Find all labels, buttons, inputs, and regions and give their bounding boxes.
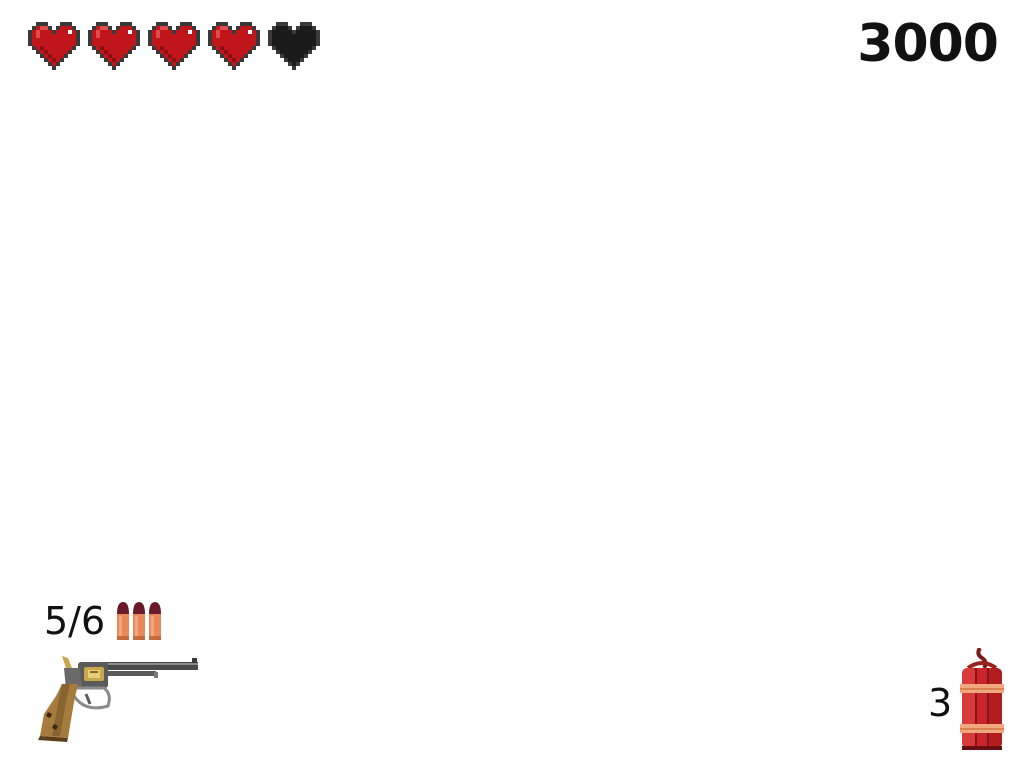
dynamite-icon bbox=[958, 648, 1006, 752]
heart-full-icon bbox=[88, 18, 140, 70]
heart-full-icon bbox=[208, 18, 260, 70]
revolver-icon bbox=[34, 654, 200, 742]
score-counter: 3000 bbox=[857, 14, 998, 74]
heart-empty-icon bbox=[268, 18, 320, 70]
ammo-indicator bbox=[44, 600, 165, 642]
heart-full-icon bbox=[148, 18, 200, 70]
dynamite-count: 3 bbox=[928, 681, 953, 725]
bullets-icon bbox=[115, 600, 165, 642]
health-bar bbox=[28, 18, 320, 70]
heart-full-icon bbox=[28, 18, 80, 70]
ammo-count: 5/6 bbox=[44, 599, 106, 643]
